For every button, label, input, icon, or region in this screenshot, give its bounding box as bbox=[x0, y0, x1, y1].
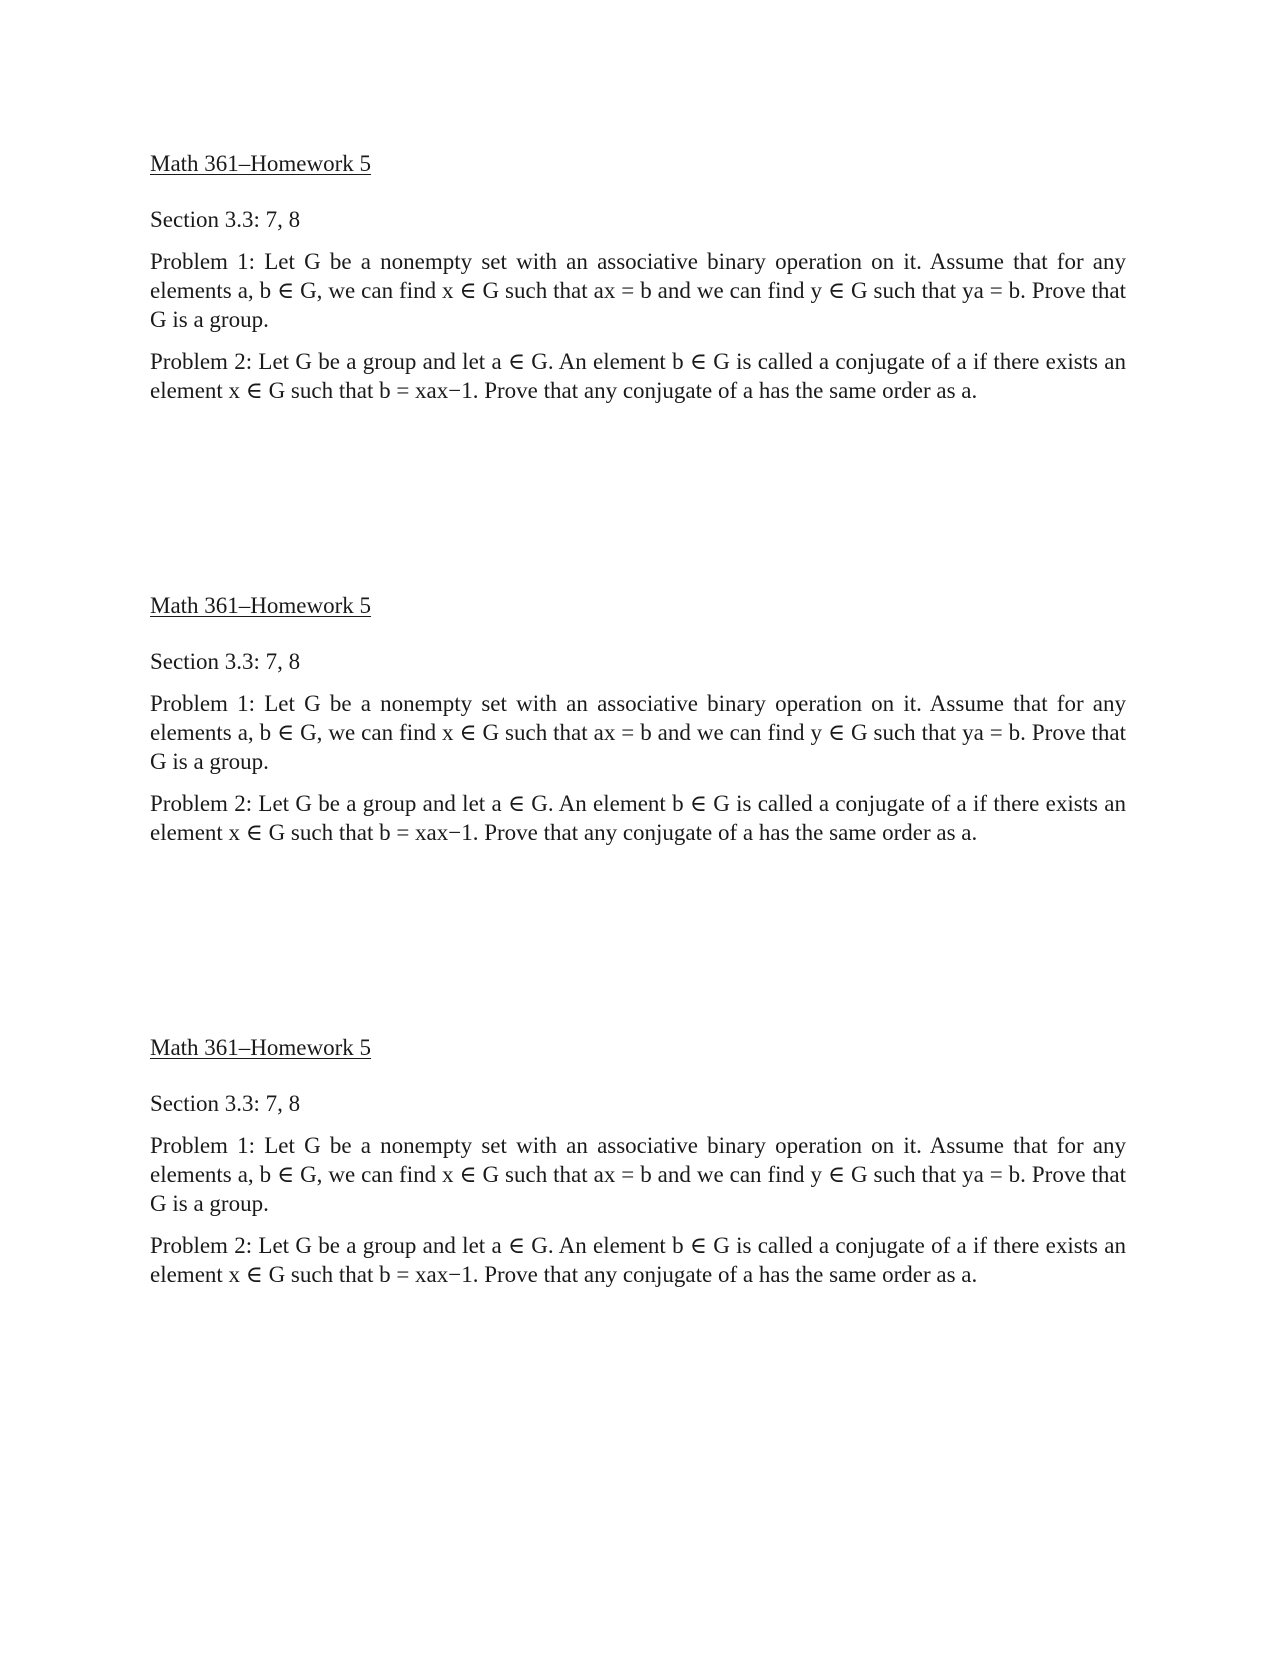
page-title: Math 361–Homework 5 bbox=[150, 593, 372, 618]
problem-1-label: Problem 1: bbox=[150, 691, 256, 716]
problem-2-label: Problem 2: bbox=[150, 1233, 253, 1258]
problem-2-text: Let G be a group and let a ∈ G. An element b ∈ G is called a conjugate of a if there exists an element x ∈ G such that b = xax−1. Prove that any conjugate of a has the same order as a. bbox=[150, 1233, 1126, 1287]
problem-1 bbox=[150, 689, 1126, 776]
problem-2-text: Let G be a group and let a ∈ G. An element b ∈ G is called a conjugate of a if there exists an element x ∈ G such that b = xax−1. Prove that any conjugate of a has the same order as a. bbox=[150, 349, 1126, 403]
problem-2-label: Problem 2: bbox=[150, 791, 253, 816]
page-title: Math 361–Homework 5 bbox=[150, 151, 372, 176]
problem-1 bbox=[150, 1131, 1126, 1218]
homework-copy-1 bbox=[150, 149, 1126, 405]
problem-2 bbox=[150, 789, 1126, 847]
problem-2-text: Let G be a group and let a ∈ G. An element b ∈ G is called a conjugate of a if there exists an element x ∈ G such that b = xax−1. Prove that any conjugate of a has the same order as a. bbox=[150, 791, 1126, 845]
problem-1-text: Let G be a nonempty set with an associative binary operation on it. Assume that for any elements a, b ∈ G, we can find x ∈ G such that ax = b and we can find y ∈ G such that ya = b. Prove that G is a group. bbox=[150, 691, 1127, 774]
problem-2 bbox=[150, 347, 1126, 405]
page-title: Math 361–Homework 5 bbox=[150, 1035, 372, 1060]
homework-copy-3 bbox=[150, 1033, 1126, 1289]
problem-2-label: Problem 2: bbox=[150, 349, 253, 374]
section-assignment: Section 3.3: 7, 8 bbox=[150, 1091, 301, 1116]
section-assignment: Section 3.3: 7, 8 bbox=[150, 207, 301, 232]
problem-2 bbox=[150, 1231, 1126, 1289]
homework-copy-2 bbox=[150, 591, 1126, 847]
problem-1-text: Let G be a nonempty set with an associative binary operation on it. Assume that for any elements a, b ∈ G, we can find x ∈ G such that ax = b and we can find y ∈ G such that ya = b. Prove that G is a group. bbox=[150, 1133, 1127, 1216]
section-assignment: Section 3.3: 7, 8 bbox=[150, 649, 301, 674]
problem-1-label: Problem 1: bbox=[150, 249, 256, 274]
problem-1 bbox=[150, 247, 1126, 334]
problem-1-label: Problem 1: bbox=[150, 1133, 256, 1158]
problem-1-text: Let G be a nonempty set with an associative binary operation on it. Assume that for any elements a, b ∈ G, we can find x ∈ G such that ax = b and we can find y ∈ G such that ya = b. Prove that G is a group. bbox=[150, 249, 1127, 332]
